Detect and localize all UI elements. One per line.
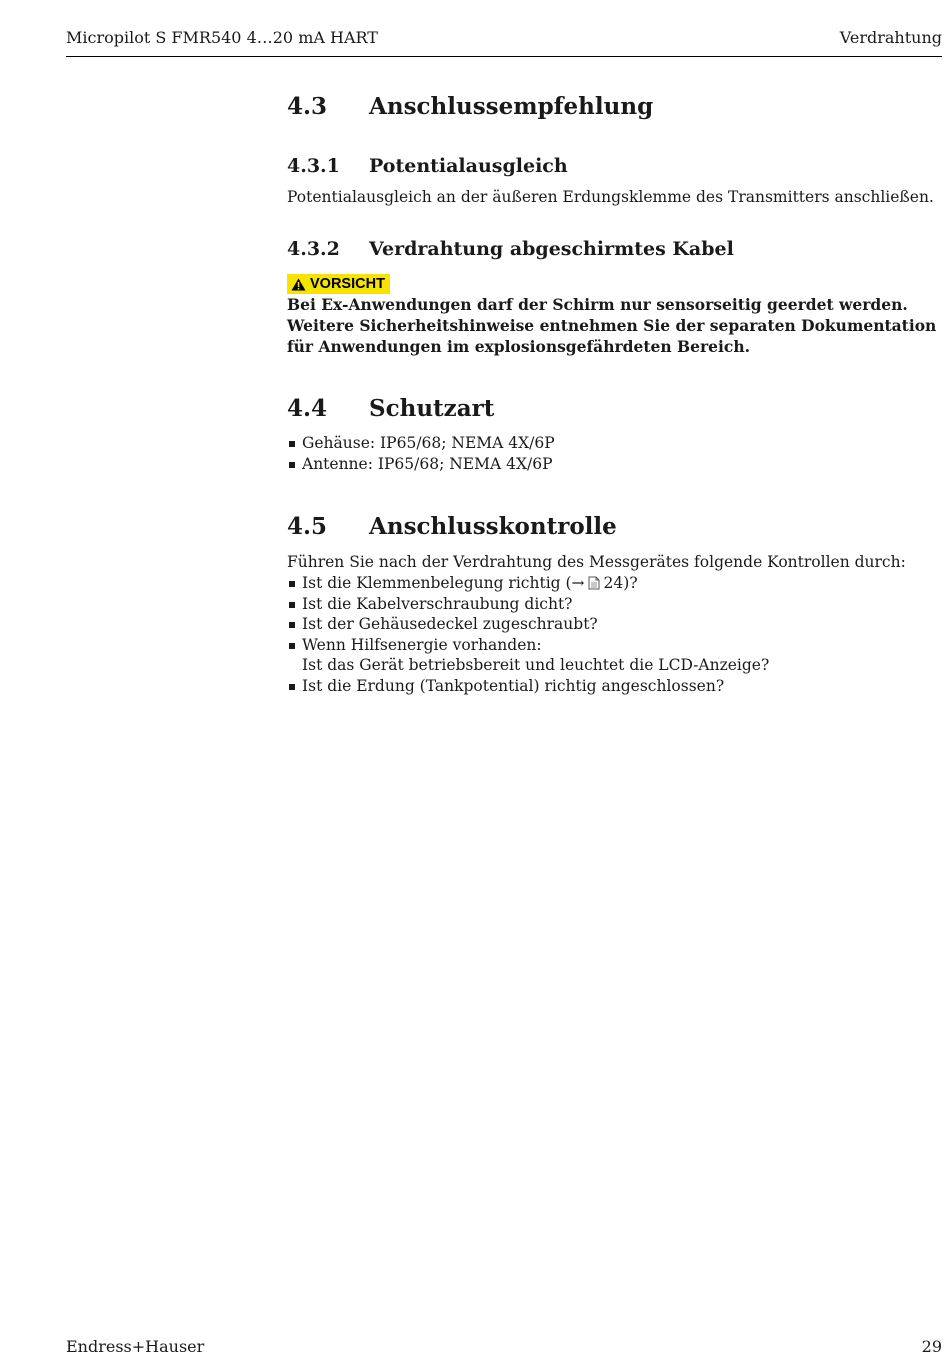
header-rule (66, 56, 942, 57)
list-item (287, 594, 769, 615)
list-item (287, 635, 769, 676)
list-item-text: Ist der Gehäusedeckel zugeschraubt? (302, 615, 598, 633)
list-item-text: Antenne: IP65/68; NEMA 4X/6P (302, 454, 553, 473)
warning-triangle-icon (291, 278, 306, 291)
bullet-icon (289, 684, 295, 690)
bullet-icon (289, 462, 295, 468)
list-item-text: Gehäuse: IP65/68; NEMA 4X/6P (302, 434, 555, 452)
page-number: 29 (921, 1337, 942, 1356)
heading-4-4 (287, 395, 494, 422)
heading-number: 4.5 (287, 513, 328, 540)
heading-4-5 (287, 513, 617, 540)
list-item-text: Ist die Erdung (Tankpotential) richtig angeschlossen? (302, 676, 725, 695)
header-doc-title: Micropilot S FMR540 4…20 mA HART (66, 28, 378, 47)
heading-4-3-1 (287, 155, 568, 177)
paragraph-intro: Führen Sie nach der Verdrahtung des Messgerätes folgende Kontrollen durch: (287, 553, 906, 571)
heading-title: Anschlussempfehlung (369, 93, 654, 120)
heading-number: 4.3 (287, 93, 328, 120)
list-item (287, 676, 769, 697)
warning-text: Bei Ex-Anwendungen darf der Schirm nur sensorseitig geerdet werden. Weitere Sicherheitshinweise entnehmen Sie der separaten Dokumentation für Anwendungen im explosionsgefährdeten Bereich. (287, 295, 937, 356)
heading-title: Potentialausgleich (369, 155, 568, 177)
heading-4-3 (287, 93, 653, 120)
bullet-icon (289, 581, 295, 587)
header-chapter: Verdrahtung (839, 28, 942, 47)
list-item-text: Ist das Gerät betriebsbereit und leuchtet die LCD-Anzeige? (302, 656, 770, 674)
bullet-icon (289, 441, 295, 447)
heading-title: Anschlusskontrolle (369, 513, 617, 540)
kontrolle-list (287, 573, 769, 696)
list-item (287, 433, 555, 454)
page-reference-icon (588, 576, 600, 590)
bullet-icon (289, 643, 295, 649)
heading-number: 4.3.2 (287, 238, 340, 260)
heading-title: Verdrahtung abgeschirmtes Kabel (369, 238, 734, 260)
list-item-text: Wenn Hilfsenergie vorhanden: (302, 635, 542, 654)
list-item (287, 454, 555, 475)
page-reference-text[interactable]: 24)? (603, 574, 638, 592)
schutzart-list (287, 433, 555, 474)
heading-number: 4.4 (287, 395, 328, 422)
paragraph-potentialausgleich: Potentialausgleich an der äußeren Erdungsklemme des Transmitters anschließen. (287, 188, 934, 206)
list-item (287, 573, 769, 594)
warning-label: VORSICHT (310, 276, 385, 292)
footer-brand: Endress+Hauser (66, 1337, 205, 1356)
heading-4-3-2 (287, 238, 734, 260)
list-item (287, 614, 769, 635)
bullet-icon (289, 622, 295, 628)
list-item-text: Ist die Kabelverschraubung dicht? (302, 594, 573, 613)
heading-title: Schutzart (369, 395, 495, 422)
heading-number: 4.3.1 (287, 155, 340, 177)
warning-badge (287, 274, 390, 294)
bullet-icon (289, 602, 295, 608)
list-item-text: Ist die Klemmenbelegung richtig (→ (302, 574, 585, 592)
